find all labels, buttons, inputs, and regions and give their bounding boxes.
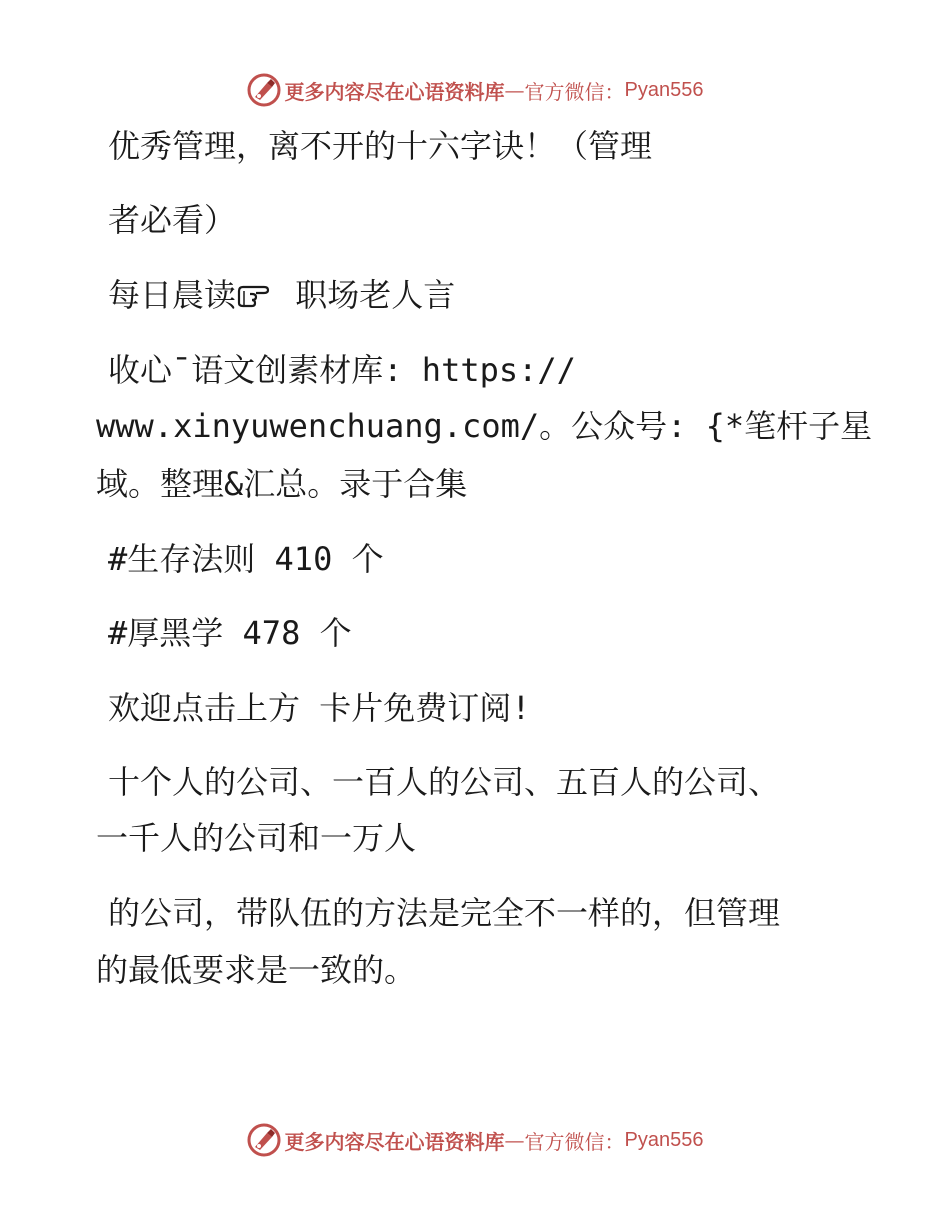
header-separator: — bbox=[504, 78, 525, 102]
subtitle-prefix: 每日晨读 bbox=[108, 276, 237, 314]
paragraph-1-line-1: 十个人的公司、一百人的公司、五百人的公司、 bbox=[108, 763, 781, 801]
footer-wechat-id: Pyan556 bbox=[624, 1128, 704, 1151]
header-site-text: 更多内容尽在心语资料库 bbox=[284, 79, 505, 104]
header-wechat-label: 官方微信： bbox=[524, 79, 625, 104]
pointing-hand-icon bbox=[236, 283, 276, 309]
pen-nib-logo-icon bbox=[247, 1123, 281, 1157]
title-line-1: 优秀管理，离不开的十六字诀！（管理 bbox=[108, 127, 653, 165]
header-wechat-id: Pyan556 bbox=[624, 78, 704, 101]
header-banner bbox=[0, 70, 950, 110]
subtitle-line bbox=[108, 275, 455, 315]
source-line-2: www.xinyuwenchuang.com/。公众号: {*笔杆子星 bbox=[96, 407, 873, 445]
title-line-2: 者必看） bbox=[108, 201, 237, 239]
subscribe-line: 欢迎点击上方 卡片免费订阅! bbox=[108, 689, 531, 727]
tag-thick-black[interactable]: #厚黑学 478 个 bbox=[108, 614, 352, 652]
paragraph-2-line-1: 的公司，带队伍的方法是完全不一样的，但管理 bbox=[108, 894, 781, 932]
paragraph-2-line-2: 的最低要求是一致的。 bbox=[96, 951, 417, 989]
tag-survival-rules[interactable]: #生存法则 410 个 bbox=[108, 540, 384, 578]
paragraph-1-line-2: 一千人的公司和一万人 bbox=[96, 819, 417, 857]
footer-wechat-label: 官方微信： bbox=[524, 1129, 625, 1154]
footer-separator: — bbox=[504, 1128, 525, 1152]
footer-site-text: 更多内容尽在心语资料库 bbox=[284, 1129, 505, 1154]
footer-banner bbox=[0, 1120, 950, 1160]
source-line-1: 收心¯语文创素材库: https:// bbox=[108, 351, 576, 389]
pen-nib-logo-icon bbox=[247, 73, 281, 107]
source-line-3: 域。整理&汇总。录于合集 bbox=[96, 465, 468, 503]
subtitle-suffix: 职场老人言 bbox=[276, 276, 456, 314]
